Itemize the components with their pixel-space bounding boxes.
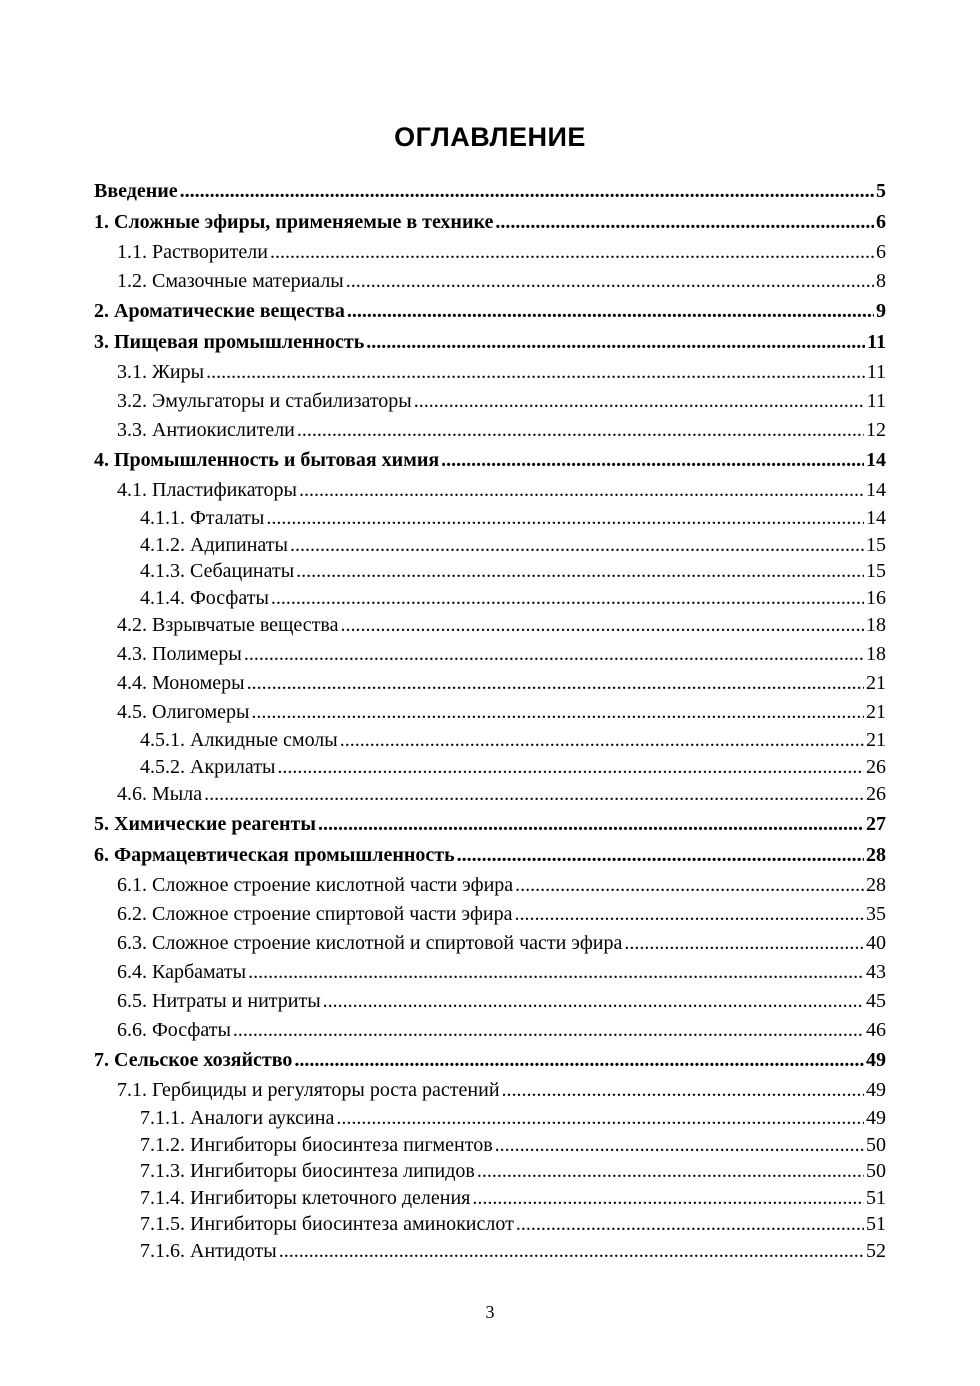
toc-entry-page: 35 [866,903,886,925]
toc-entry-page: 18 [866,614,886,636]
dot-leader [515,871,864,900]
toc-entry-page: 40 [866,932,886,954]
toc-entry-title: 7.1.1. Аналоги ауксина [140,1107,335,1129]
toc-entry-page: 51 [866,1186,886,1209]
dot-leader [299,476,864,505]
toc-entry-title: 3. Пищевая промышленность [94,331,365,353]
toc-entry-title: 7.1.2. Ингибиторы биосинтеза пигментов [140,1133,493,1156]
toc-entry[interactable] [94,207,886,238]
toc-entry[interactable] [94,840,886,871]
dot-leader [233,1016,864,1045]
toc-entry-title: 3.2. Эмульгаторы и стабилизаторы [117,390,412,412]
toc-entry[interactable] [94,611,886,640]
dot-leader [297,416,864,445]
dot-leader [180,176,874,207]
toc-entry-page: 15 [866,533,886,556]
toc-entry[interactable] [94,1105,886,1132]
toc-entry[interactable] [94,958,886,987]
toc-entry-page: 21 [866,729,886,751]
toc-entry-title: 4.2. Взрывчатые вещества [117,614,339,636]
toc-entry-title: 6.4. Карбаматы [117,961,247,983]
toc-entry-title: 3.3. Антиокислители [117,419,295,441]
toc-entry-page: 12 [866,419,886,441]
toc-entry-title: 4.1.2. Адипинаты [140,533,288,556]
toc-entry-page: 28 [866,844,886,866]
dot-leader [247,669,864,698]
dot-leader [495,207,874,238]
toc-entry-title: 1.1. Растворители [117,241,268,263]
dot-leader [472,1185,864,1212]
dot-leader [290,532,864,559]
toc-entry[interactable] [94,669,886,698]
toc-entry[interactable] [94,1185,886,1212]
toc-entry[interactable] [94,1158,886,1185]
toc-entry-title: 5. Химические реагенты [94,813,316,835]
toc-entry[interactable] [94,1016,886,1045]
table-of-contents [94,176,886,1264]
toc-entry[interactable] [94,1076,886,1105]
toc-entry-page: 52 [866,1239,886,1262]
toc-entry[interactable] [94,176,886,207]
toc-entry-page: 5 [876,180,886,202]
toc-entry-title: 2. Ароматические вещества [94,300,345,322]
dot-leader [270,238,874,267]
toc-entry[interactable] [94,558,886,585]
toc-entry[interactable] [94,238,886,267]
toc-entry-page: 49 [866,1049,886,1071]
dot-leader [516,1211,864,1238]
dot-leader [441,445,864,476]
toc-entry-title: 4.1.4. Фосфаты [140,586,269,609]
dot-leader [248,958,864,987]
dot-leader [323,987,864,1016]
page-number: 3 [485,1302,495,1322]
toc-entry[interactable] [94,900,886,929]
toc-entry[interactable] [94,387,886,416]
toc-entry-title: 6.1. Сложное строение кислотной части эфира [117,874,514,896]
toc-entry-title: 1. Сложные эфиры, применяемые в технике [94,211,494,233]
toc-entry[interactable] [94,1211,886,1238]
toc-entry-title: 4.1.1. Фталаты [140,507,265,529]
toc-entry-page: 28 [866,874,886,896]
toc-entry-page: 21 [866,672,886,694]
toc-entry-page: 14 [866,507,886,529]
toc-entry-page: 14 [866,479,886,501]
dot-leader [296,558,864,585]
toc-entry-page: 51 [866,1213,886,1235]
toc-entry-title: 4.3. Полимеры [117,643,242,665]
toc-entry-page: 8 [876,270,886,292]
toc-entry-title: 4.1.3. Себацинаты [140,560,295,582]
toc-entry-title: Введение [94,180,178,202]
dot-leader [340,611,864,640]
toc-entry-title: 7.1. Гербициды и регуляторы роста растений [117,1079,500,1101]
dot-leader [206,358,865,387]
toc-entry[interactable] [94,585,886,612]
dot-leader [515,900,865,929]
toc-entry-page: 21 [866,701,886,723]
toc-entry[interactable] [94,296,886,327]
toc-entry-page: 26 [866,783,886,805]
toc-entry-page: 11 [867,331,886,353]
toc-entry-page: 50 [866,1160,886,1182]
page-title: ОГЛАВЛЕНИЕ [394,122,586,152]
dot-leader [336,1105,864,1132]
toc-entry[interactable] [94,358,886,387]
dot-leader [414,387,865,416]
toc-entry[interactable] [94,327,886,358]
toc-entry[interactable] [94,780,886,809]
toc-entry-page: 9 [876,300,886,322]
dot-leader [624,929,864,958]
toc-entry[interactable] [94,1132,886,1159]
dot-leader [457,840,864,871]
toc-entry-title: 6.5. Нитраты и нитриты [117,990,321,1012]
toc-entry[interactable] [94,1238,886,1265]
toc-entry-title: 4.5.1. Алкидные смолы [140,729,338,751]
toc-entry-title: 6.6. Фосфаты [117,1019,231,1041]
toc-entry-page: 26 [866,755,886,778]
toc-entry-title: 4.4. Мономеры [117,672,245,694]
toc-entry-page: 11 [866,361,886,383]
dot-leader [266,505,864,532]
toc-entry[interactable] [94,640,886,669]
toc-entry-title: 7. Сельское хозяйство [94,1049,293,1071]
toc-entry-title: 4.6. Мыла [117,783,203,805]
toc-entry-page: 18 [866,643,886,665]
toc-entry-title: 3.1. Жиры [117,361,205,383]
toc-entry-title: 4. Промышленность и бытовая химия [94,449,440,471]
toc-entry[interactable] [94,929,886,958]
toc-entry-title: 7.1.6. Антидоты [140,1239,277,1262]
toc-entry-page: 45 [866,990,886,1012]
dot-leader [244,640,864,669]
toc-entry-page: 6 [876,241,886,263]
dot-leader [495,1132,864,1159]
dot-leader [346,267,874,296]
toc-entry[interactable] [94,416,886,445]
dot-leader [502,1076,864,1105]
toc-entry[interactable] [94,809,886,840]
toc-entry[interactable] [94,727,886,754]
toc-entry[interactable] [94,698,886,727]
toc-entry-title: 7.1.3. Ингибиторы биосинтеза липидов [140,1160,475,1182]
toc-entry-title: 6.2. Сложное строение спиртовой части эфира [117,903,513,925]
dot-leader [318,809,864,840]
toc-entry-title: 6.3. Сложное строение кислотной и спиртовой части эфира [117,932,623,954]
toc-entry-title: 6. Фармацевтическая промышленность [94,844,455,866]
toc-entry-page: 6 [876,211,886,233]
dot-leader [277,754,864,781]
toc-entry[interactable] [94,267,886,296]
toc-entry-page: 15 [866,560,886,582]
toc-entry[interactable] [94,871,886,900]
toc-entry-title: 1.2. Смазочные материалы [117,270,344,292]
toc-entry-title: 4.5.2. Акрилаты [140,755,276,778]
toc-entry-page: 43 [866,961,886,983]
toc-entry[interactable] [94,445,886,476]
toc-entry[interactable] [94,505,886,532]
toc-entry[interactable] [94,532,886,559]
dot-leader [204,780,864,809]
toc-entry-page: 49 [866,1079,886,1101]
toc-entry-page: 16 [866,586,886,609]
dot-leader [347,296,874,327]
toc-entry-title: 7.1.4. Ингибиторы клеточного деления [140,1186,471,1209]
toc-entry-title: 7.1.5. Ингибиторы биосинтеза аминокислот [140,1213,514,1235]
dot-leader [294,1045,864,1076]
toc-entry-page: 50 [866,1133,886,1156]
dot-leader [251,698,864,727]
toc-entry-page: 49 [866,1107,886,1129]
dot-leader [279,1238,864,1265]
dot-leader [477,1158,864,1185]
toc-entry-page: 27 [866,813,886,835]
toc-entry-page: 11 [866,390,886,412]
dot-leader [340,727,864,754]
toc-entry[interactable] [94,476,886,505]
toc-entry[interactable] [94,1045,886,1076]
toc-entry-page: 14 [866,449,886,471]
toc-entry[interactable] [94,754,886,781]
dot-leader [366,327,865,358]
toc-entry-title: 4.1. Пластификаторы [117,479,297,501]
dot-leader [271,585,864,612]
toc-entry[interactable] [94,987,886,1016]
toc-entry-page: 46 [866,1019,886,1041]
toc-entry-title: 4.5. Олигомеры [117,701,250,723]
